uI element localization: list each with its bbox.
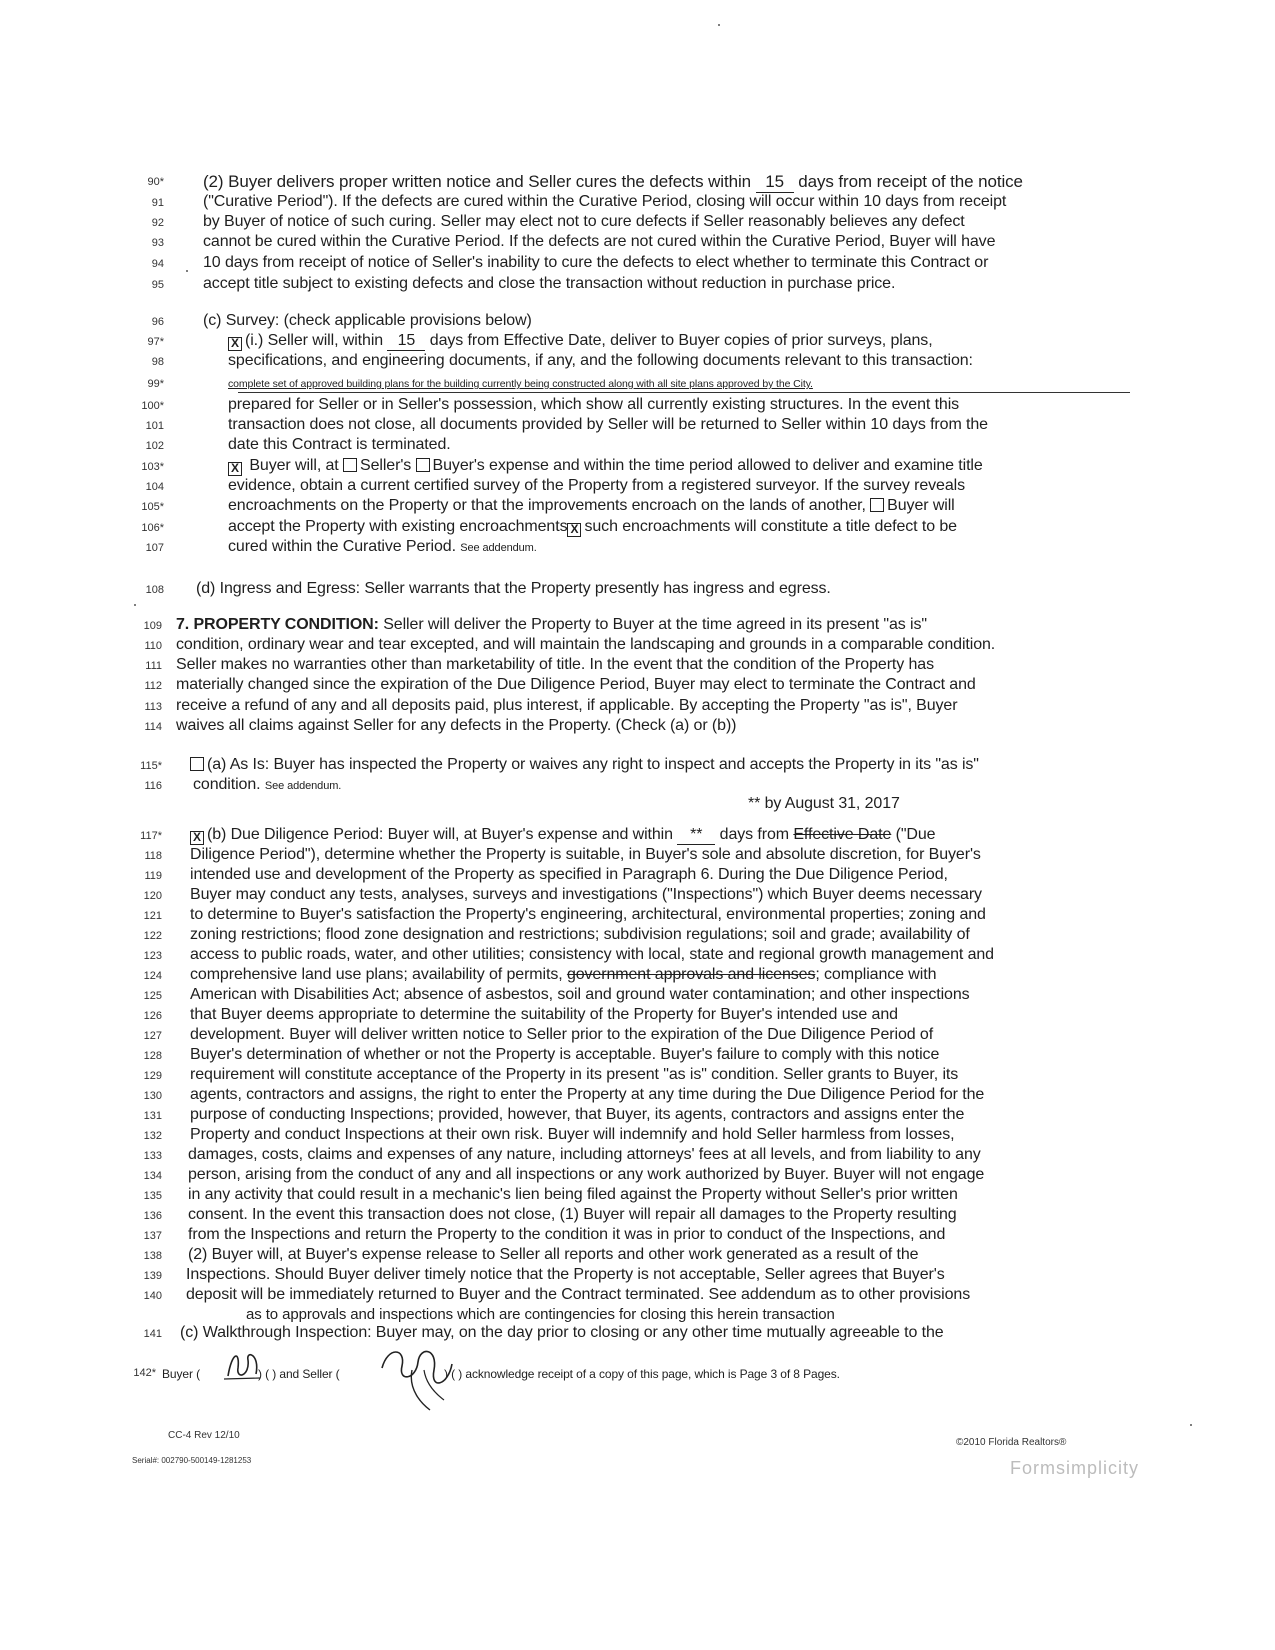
contract-line: 110 condition, ordinary wear and tear excepted, and will maintain the landscaping and grounds in a comparable condition.: [144, 636, 996, 653]
contract-line: 91 ("Curative Period"). If the defects are cured within the Curative Period, closing will occur within 10 days from receipt: [151, 193, 1007, 210]
contract-line: 108 (d) Ingress and Egress: Seller warrants that the Property presently has ingress and egress.: [145, 580, 831, 597]
due-diligence-days-field[interactable]: **: [677, 826, 715, 845]
contract-line: 105* encroachments on the Property or that the improvements encroach on the lands of another, Buyer will: [141, 497, 955, 514]
scan-speck: [186, 270, 188, 272]
due-date-note: ** by August 31, 2017: [748, 795, 900, 812]
survey-days-field[interactable]: 15: [387, 332, 425, 351]
contract-line: 101 transaction does not close, all documents provided by Seller will be returned to Seller within 10 days from the: [145, 416, 988, 433]
section-heading: 7. PROPERTY CONDITION:: [176, 616, 379, 633]
contract-line: 93 cannot be cured within the Curative Period. If the defects are not cured within the Curative Period, Buyer will have: [151, 233, 996, 250]
acknowledge-text: ) ( ) acknowledge receipt of a copy of this page, which is Page 3 of 8 Pages.: [444, 1367, 840, 1381]
buyer-initials-label: Buyer (: [162, 1367, 200, 1381]
serial-number: Serial#: 002790-500149-1281253: [132, 1456, 252, 1465]
survey-buyer-checkbox[interactable]: X: [228, 462, 242, 476]
contract-line: 100* prepared for Seller or in Seller's possession, which show all currently existing structures. In the event this: [141, 396, 960, 413]
contract-line: 123 access to public roads, water, and other utilities; consistency with local, state and regional growth management and: [143, 946, 994, 963]
contract-line: 95 accept title subject to existing defects and close the transaction without reduction in purchase price.: [151, 275, 896, 292]
contract-line: 97* X (i.) Seller will, within 15 days from Effective Date, deliver to Buyer copies of prior surveys, plans,: [147, 332, 933, 350]
contract-line: [0, 172, 1275, 194]
contract-line: 116 condition. See addendum.: [144, 776, 342, 793]
contract-line: 138 (2) Buyer will, at Buyer's expense release to Seller all reports and other work generated as a result of the: [143, 1246, 919, 1263]
survey-seller-checkbox[interactable]: X: [228, 337, 242, 351]
scan-speck: [134, 604, 136, 606]
buyer-initials-signature[interactable]: [220, 1346, 266, 1384]
survey-heading: (c) Survey: (check applicable provisions below): [203, 312, 532, 329]
contract-line: 140 deposit will be immediately returned to Buyer and the Contract terminated. See addendum as to other provisions: [143, 1286, 971, 1303]
contract-line: 125 American with Disabilities Act; absence of asbestos, soil and ground water contamination; and other inspections: [143, 986, 970, 1003]
seller-initials-signature[interactable]: [372, 1340, 472, 1412]
line-text: (2) Buyer delivers proper written notice and Seller cures the defects within 15 days from receipt of the notice: [203, 172, 1023, 191]
contract-line: 127 development. Buyer will deliver written notice to Seller prior to the expiration of the Due Diligence Period of: [143, 1026, 934, 1043]
contract-line: 117* X (b) Due Diligence Period: Buyer will, at Buyer's expense and within ** days from Effective Date ("Due: [140, 826, 936, 844]
contract-line: 113 receive a refund of any and all deposits paid, plus interest, if applicable. By accepting the Property "as is", Buyer: [144, 697, 958, 714]
contract-line: 139 Inspections. Should Buyer deliver timely notice that the Property is not acceptable, Seller agrees that Buyer's: [143, 1266, 945, 1283]
contract-line: 131 purpose of conducting Inspections; provided, however, that Buyer, its agents, contractors and assigns enter the: [143, 1106, 965, 1123]
contract-line: 114 waives all claims against Seller for any defects in the Property. (Check (a) or (b)): [144, 717, 737, 734]
contract-line: 112 materially changed since the expiration of the Due Diligence Period, Buyer may elect to terminate the Contract and: [144, 676, 976, 693]
contract-line: 122 zoning restrictions; flood zone designation and restrictions; subdivision regulations; soil and grade; availability of: [143, 926, 970, 943]
contract-line: 130 agents, contractors and assigns, the right to enter the Property at any time during the Due Diligence Period for the: [143, 1086, 985, 1103]
title-defect-checkbox[interactable]: X: [567, 523, 581, 537]
contract-line: 92 by Buyer of notice of such curing. Seller may elect not to cure defects if Seller reasonably believes any defect: [151, 213, 965, 230]
contract-line: 109 7. PROPERTY CONDITION: Seller will deliver the Property to Buyer at the time agreed in its present "as is": [143, 616, 927, 633]
form-id: CC-4 Rev 12/10: [168, 1430, 240, 1441]
handwritten-addendum-note: as to approvals and inspections which are contingencies for closing this herein transaction: [246, 1306, 835, 1323]
contract-line: 121 to determine to Buyer's satisfaction the Property's engineering, architectural, environmental properties; zoning and: [143, 906, 986, 923]
contract-line: [0, 795, 1275, 817]
contract-line: 120 Buyer may conduct any tests, analyses, surveys and investigations ("Inspections") which Buyer deems necessary: [143, 886, 982, 903]
brand-watermark: Formsimplicity: [1010, 1458, 1139, 1478]
contract-line: 133 damages, costs, claims and expenses of any nature, including attorneys' fees at all levels, and from liability to any: [143, 1146, 981, 1163]
contract-line: 94 10 days from receipt of notice of Seller's inability to cure the defects to elect whether to terminate this Contract or: [151, 254, 989, 271]
scan-speck: [1190, 1424, 1192, 1426]
seller-initials-label: ) ( ) and Seller (: [258, 1367, 340, 1381]
contract-line: 104 evidence, obtain a current certified survey of the Property from a registered surveyor. If the survey reveals: [145, 477, 966, 494]
due-diligence-checkbox[interactable]: X: [190, 831, 204, 845]
contract-line: 99* complete set of approved building plans for the building currently being constructed along with all site plans approved by the City.: [147, 378, 813, 390]
contract-line: 129 requirement will constitute acceptance of the Property in its present "as is" condition. Seller grants to Buyer, its: [143, 1066, 959, 1083]
contract-line: 118 Diligence Period"), determine whether the Property is suitable, in Buyer's sole and absolute discretion, for Buyer's: [144, 846, 981, 863]
contract-line: 142* Buyer ( ) ( ) and Seller ( ) ( ) acknowledge receipt of a copy of this page, which is Page 3 of 8 Pages.: [133, 1367, 840, 1381]
curative-days-field[interactable]: 15: [756, 172, 794, 193]
contract-line: 135 in any activity that could result in a mechanic's lien being filed against the Property without Seller's prior written: [143, 1186, 958, 1203]
contract-line: 124 comprehensive land use plans; availability of permits, government approvals and licenses; compliance with: [143, 966, 937, 983]
seller-expense-checkbox[interactable]: [343, 458, 357, 472]
contract-line: 128 Buyer's determination of whether or not the Property is acceptable. Buyer's failure to comply with this notice: [143, 1046, 940, 1063]
contract-line: 102 date this Contract is terminated.: [145, 436, 451, 453]
accept-encroachments-checkbox[interactable]: [870, 498, 884, 512]
copyright: ©2010 Florida Realtors®: [956, 1437, 1067, 1448]
contract-line: 137 from the Inspections and return the Property to the condition it was in prior to conduct of the Inspections, and: [143, 1226, 946, 1243]
line-number: 90*: [147, 176, 164, 188]
documents-underline: [238, 392, 1130, 393]
contract-line: 103* X Buyer will, at Seller's Buyer's expense and within the time period allowed to deliver and examine title: [141, 457, 983, 475]
buyer-expense-checkbox[interactable]: [416, 458, 430, 472]
contract-line: 132 Property and conduct Inspections at their own risk. Buyer will indemnify and hold Seller harmless from losses,: [143, 1126, 955, 1143]
contract-line: 136 consent. In the event this transaction does not close, (1) Buyer will repair all damages to the Property resulting: [143, 1206, 957, 1223]
contract-line: 106* accept the Property with existing encroachments X such encroachments will constitute a title defect to be: [141, 518, 957, 536]
contract-line: 115* (a) As Is: Buyer has inspected the Property or waives any right to inspect and accepts the Property in its "as is": [140, 756, 979, 773]
contract-line: 126 that Buyer deems appropriate to determine the suitability of the Property for Buyer's intended use and: [143, 1006, 898, 1023]
documents-field[interactable]: complete set of approved building plans for the building currently being constructed along with all site plans approved by the City.: [228, 378, 813, 390]
contract-line: 134 person, arising from the conduct of any and all inspections or any work authorized by Buyer. Buyer will not engage: [143, 1166, 985, 1183]
contract-line: 141 (c) Walkthrough Inspection: Buyer may, on the day prior to closing or any other time mutually agreeable to the: [143, 1324, 944, 1341]
contract-line: 111 Seller makes no warranties other than marketability of title. In the event that the condition of the Property has: [145, 656, 935, 673]
contract-line: 107 cured within the Curative Period. See addendum.: [145, 538, 537, 555]
contract-line: 98 specifications, and engineering documents, if any, and the following documents relevant to this transaction:: [151, 352, 973, 369]
scan-speck: [718, 24, 720, 26]
contract-line: 119 intended use and development of the Property as specified in Paragraph 6. During the Due Diligence Period,: [144, 866, 948, 883]
as-is-checkbox[interactable]: [190, 757, 204, 771]
contract-line: 96 (c) Survey: (check applicable provisions below): [151, 312, 532, 329]
